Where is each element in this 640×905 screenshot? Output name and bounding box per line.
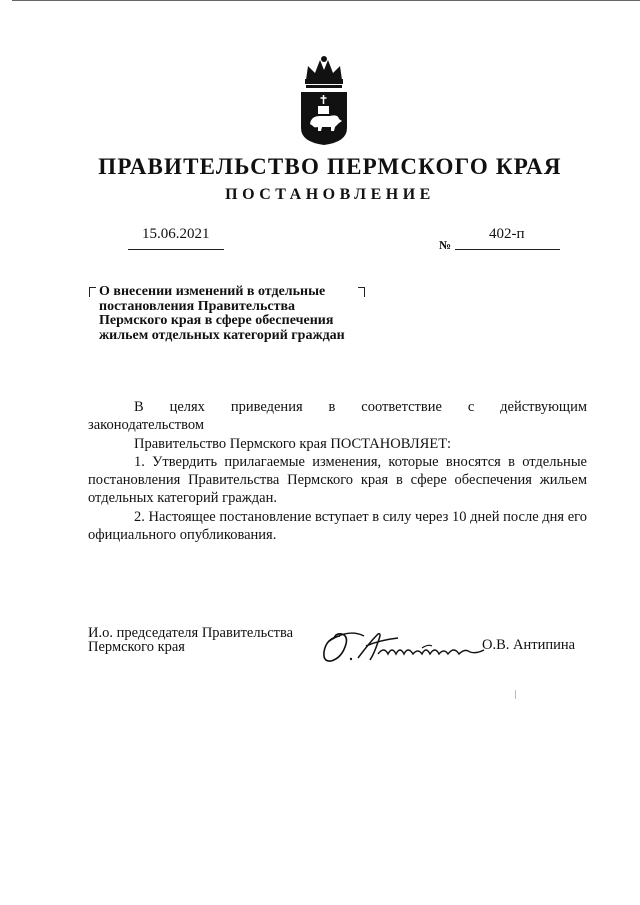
document-subject — [99, 285, 345, 343]
subject-line: жильем отдельных категорий граждан — [99, 327, 345, 343]
body-word: действующим — [500, 399, 588, 415]
handwritten-signature-icon — [318, 624, 490, 666]
date-underline — [128, 249, 224, 250]
scan-artifact — [515, 690, 516, 699]
scan-top-edge — [12, 0, 640, 1]
preamble-line — [88, 398, 587, 416]
document-number: 402-п — [489, 226, 525, 242]
body-word: В — [134, 399, 144, 415]
body-word: соответствие — [361, 399, 442, 415]
subject-corner-right — [358, 287, 365, 297]
document-type: ПОСТАНОВЛЕНИЕ — [225, 186, 435, 203]
subject-line: постановления Правительства — [99, 298, 295, 314]
body-word: целях — [169, 399, 205, 415]
body-word: с — [467, 399, 475, 415]
signatory-title-line: И.о. председателя Правительства — [88, 625, 294, 641]
subject-corner-left — [89, 287, 96, 297]
subject-line: Пермского края в сфере обеспечения — [99, 313, 334, 328]
document-date: 15.06.2021 — [142, 226, 210, 242]
body-word: приведения — [230, 399, 303, 415]
number-underline — [455, 249, 560, 250]
signatory-name: О.В. Антипина — [482, 637, 576, 653]
paragraph-item-2: 2. Настоящее постановление вступает в силу через 10 дней после дня его официального опубликования. — [88, 508, 587, 544]
body-word: в — [328, 399, 336, 415]
preamble-continuation: законодательством — [88, 417, 205, 434]
paragraph-item-1: 1. Утвердить прилагаемые изменения, которые вносятся в отдельные постановления Правительства Пермского края в сфере обеспечения жильем отдельных категорий граждан. — [88, 453, 587, 507]
subject-line: О внесении изменений в отдельные — [99, 284, 326, 299]
coat-of-arms-icon — [296, 54, 352, 146]
signatory-title-line: Пермского края — [88, 639, 185, 655]
signatory-title — [88, 626, 293, 654]
number-label: № — [439, 238, 452, 252]
document-body — [88, 398, 587, 544]
government-name: ПРАВИТЕЛЬСТВО ПЕРМСКОГО КРАЯ — [98, 154, 562, 179]
resolution-clause: Правительство Пермского края ПОСТАНОВЛЯЕТ: — [134, 435, 452, 452]
